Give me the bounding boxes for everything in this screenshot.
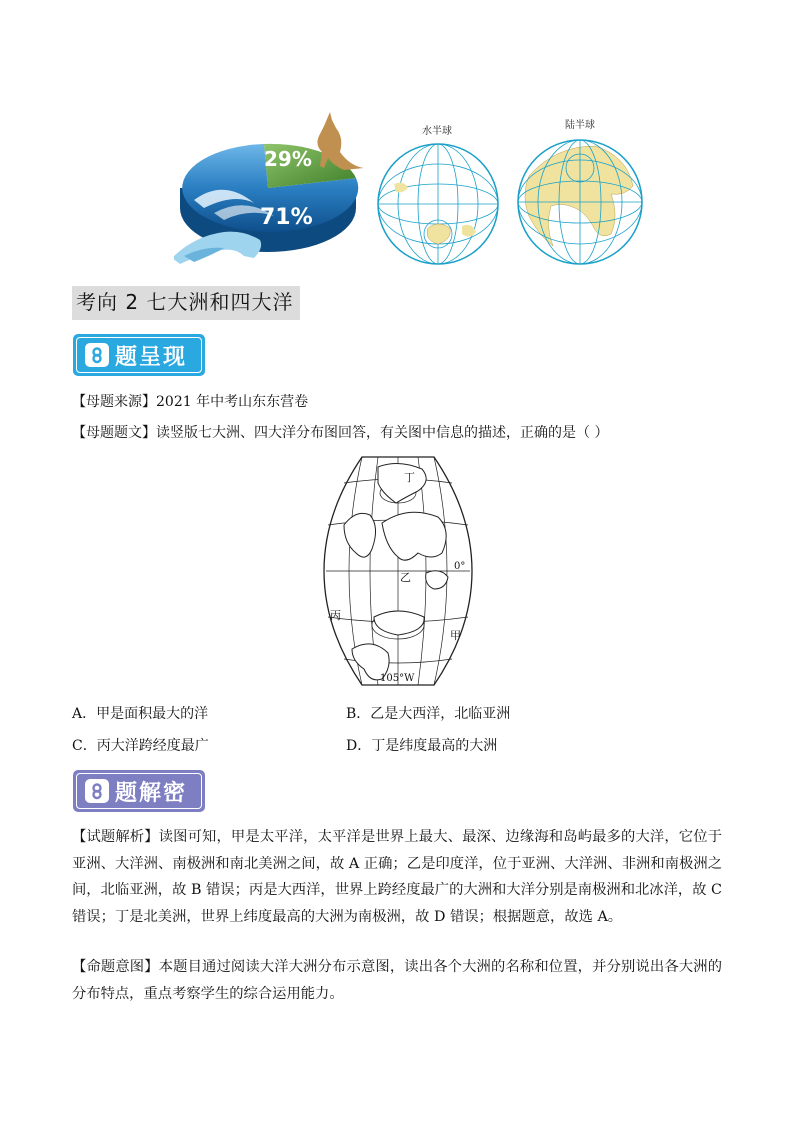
land-hemisphere-globe	[515, 116, 645, 266]
land-percent-label: 29%	[264, 147, 312, 171]
stem-label: 【母题题文】	[72, 425, 156, 441]
map-label-equator: 0°	[454, 561, 466, 572]
water-hemisphere-label: 水半球	[422, 126, 452, 137]
option-a: A．甲是面积最大的洋	[72, 706, 209, 722]
vertical-world-map	[322, 453, 474, 689]
option-c: C．丙大洋跨经度最广	[72, 738, 209, 754]
intent-label: 【命题意图】	[72, 959, 159, 975]
intent-paragraph	[72, 954, 722, 1007]
source-text: 2021 年中考山东东营卷	[156, 394, 309, 410]
question-present-badge	[73, 334, 205, 376]
badge-logo-icon	[85, 343, 109, 367]
intent-text: 本题目通过阅读大洋大洲分布示意图，读出各个大洲的名称和位置，并分别说出各大洲的分布特点，重点考察学生的综合运用能力。	[72, 959, 722, 1002]
question-stem	[72, 423, 608, 443]
badge-solve-text: 题解密	[115, 780, 188, 806]
map-label-yi: 乙	[400, 571, 411, 584]
ocean-percent-label: 71%	[260, 205, 313, 230]
option-d: D．丁是纬度最高的大洲	[346, 738, 498, 754]
source-label: 【母题来源】	[72, 394, 156, 410]
water-hemisphere-globe	[376, 122, 500, 268]
map-label-bing: 丙	[330, 609, 341, 622]
analysis-paragraph	[72, 824, 722, 930]
badge-logo-icon	[85, 779, 109, 803]
analysis-text: 读图可知，甲是太平洋，太平洋是世界上最大、最深、边缘海和岛屿最多的大洋，它位于亚洲、大洋洲、南极洲和南北美洲之间，故 A 正确；乙是印度洋，位于亚洲、大洋洲、非洲和南极洲之间，北临亚洲，故 B 错误；丙是大西洋，世界上跨经度最广的大洲和大洋分别是南极洲和北冰洋，故 C 错误；丁是北美洲，世界上纬度最高的大洲为南极洲，故 D 错误；根据题意，故选 A。	[72, 829, 722, 925]
analysis-label: 【试题解析】	[72, 829, 159, 845]
option-b: B．乙是大西洋，北临亚洲	[346, 706, 511, 722]
stem-text: 读竖版七大洲、四大洋分布图回答，有关图中信息的描述，正确的是（ ）	[156, 425, 609, 441]
map-label-ding: 丁	[404, 471, 415, 484]
question-solve-badge	[73, 770, 205, 812]
map-label-jia: 甲	[450, 629, 461, 642]
map-label-meridian: 105°W	[380, 673, 415, 684]
section-title: 考向 2 七大洲和四大洋	[72, 286, 300, 320]
land-ocean-pie-chart	[174, 108, 374, 268]
question-source	[72, 392, 308, 412]
land-hemisphere-label: 陆半球	[565, 120, 595, 131]
badge-present-text: 题呈现	[115, 344, 188, 370]
kangaroo-icon	[317, 112, 364, 170]
